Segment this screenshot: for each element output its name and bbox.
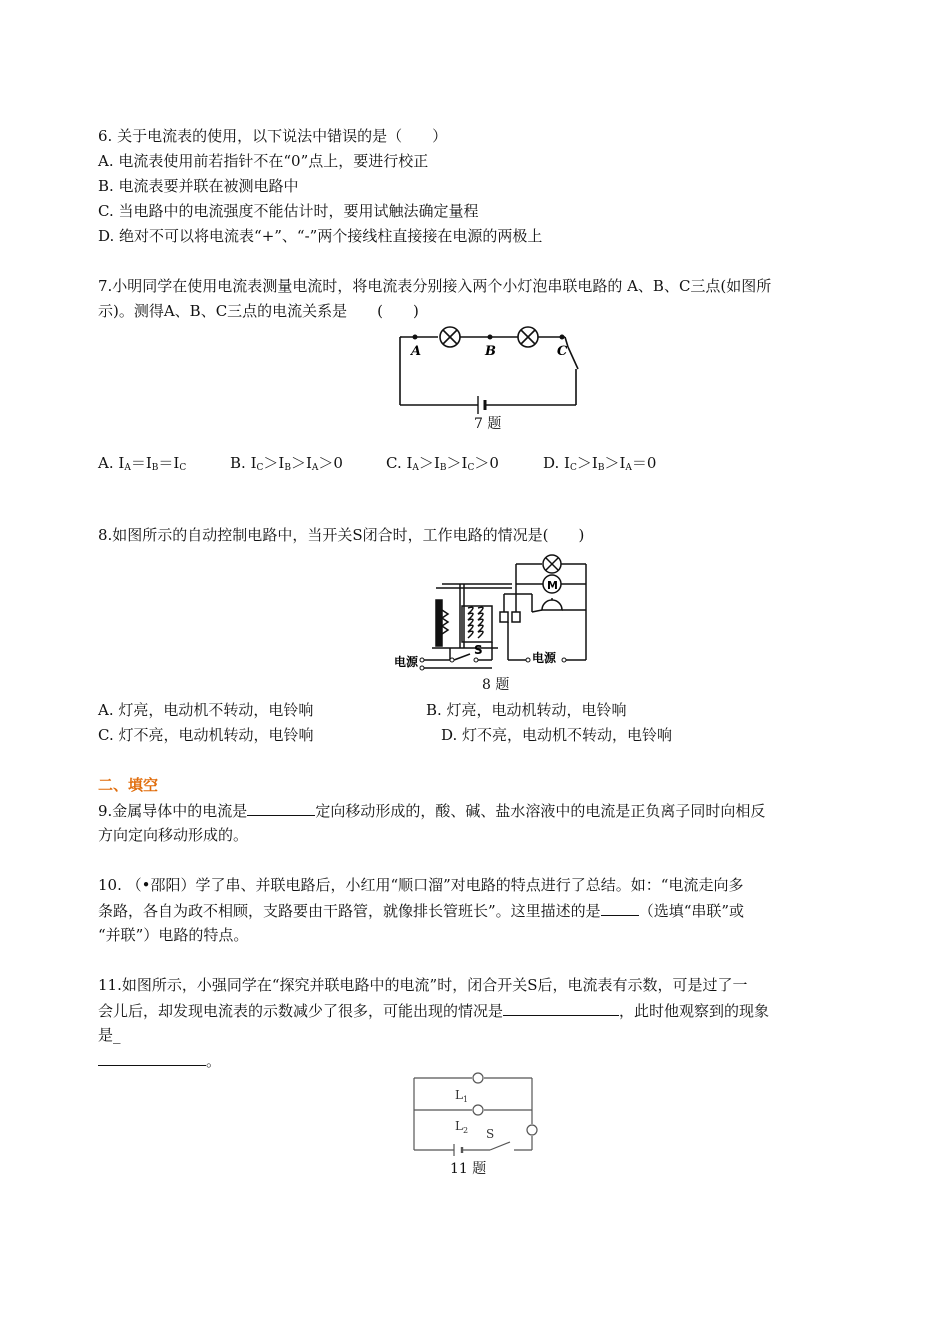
q9-line1: 9.金属导体中的电流是 定向移动形成的，酸、碱、盐水溶液中的电流是正负离子同时向相反	[98, 799, 765, 822]
q9-line2: 方向定向移动形成的。	[98, 826, 249, 844]
q11-line1: 11.如图所示，小强同学在“探究并联电路中的电流”时，闭合开关S后，电流表有示数，可是过了一	[98, 976, 748, 994]
q11-label-l1-sub: 1	[462, 1095, 469, 1104]
q8-figure-caption: 8 题	[482, 677, 510, 693]
q11-line3: 是_	[98, 1026, 121, 1044]
q7-option-b: B. $I_C>I_B>I_A>0$	[230, 454, 343, 473]
q6-stem: 6. 关于电流表的使用，以下说法中错误的是（ ）	[98, 127, 448, 145]
svg-text:L2	[455, 1119, 468, 1135]
section-title-fill-in: 二、填空	[98, 776, 159, 794]
q9-blank[interactable]	[247, 799, 315, 816]
q8-label-switch: S	[474, 643, 483, 657]
svg-text:L1	[455, 1088, 468, 1104]
q8-option-c: C. 灯不亮，电动机转动，电铃响	[98, 726, 314, 744]
q7-stem-line1: 7.小明同学在使用电流表测量电流时，将电流表分别接入两个小灯泡串联电路的 A、B、C三点(如图所	[98, 277, 772, 295]
q7-stem-line2: 示)。测得A、B、C三点的电流关系是 ( )	[98, 302, 419, 320]
q6-option-a: A. 电流表使用前若指针不在“0”点上，要进行校正	[98, 152, 429, 170]
q11-circuit-figure	[410, 1070, 542, 1170]
q6-option-b: B. 电流表要并联在被测电路中	[98, 177, 299, 195]
q8-circuit-figure	[392, 548, 602, 678]
q8-option-b: B. 灯亮，电动机转动，电铃响	[426, 701, 627, 719]
q7-figure-caption: 7 题	[474, 416, 502, 432]
q8-stem: 8.如图所示的自动控制电路中，当开关S闭合时，工作电路的情况是( )	[98, 526, 585, 544]
q8-label-power-right: 电源	[532, 651, 557, 665]
q7-label-a: A	[411, 344, 422, 359]
q10-blank[interactable]	[601, 899, 639, 916]
q10-line2: 条路，各自为政不相顾，支路要由干路管，就像排长管班长”。这里描述的是 （选填“串联”或	[98, 899, 744, 922]
q11-label-l1: L	[455, 1088, 463, 1102]
q11-label-l2: L	[455, 1119, 463, 1133]
q11-line4: 。	[98, 1049, 221, 1072]
q7-option-c: C. $I_A>I_B>I_C>0$	[386, 454, 499, 473]
q8-label-power-left: 电源	[394, 655, 419, 669]
q11-blank-1[interactable]	[503, 999, 619, 1016]
q11-blank-2[interactable]	[98, 1049, 206, 1066]
q6-option-c: C. 当电路中的电流强度不能估计时，要用试触法确定量程	[98, 202, 479, 220]
q7-label-c: C	[557, 344, 568, 359]
q7-option-d: D. $I_C>I_B>I_A=0$	[543, 454, 657, 473]
q10-line3: “并联”）电路的特点。	[98, 926, 249, 944]
q11-figure-caption: 11 题	[450, 1161, 487, 1177]
q7-option-a: A. $I_A=I_B=I_C$	[98, 454, 187, 473]
q10-line1: 10. （•邵阳）学了串、并联电路后，小红用“顺口溜”对电路的特点进行了总结。如：“电流走向多	[98, 876, 744, 894]
q11-label-l2-sub: 2	[462, 1126, 469, 1135]
q8-option-a: A. 灯亮，电动机不转动，电铃响	[98, 701, 314, 719]
q6-option-d: D. 绝对不可以将电流表“+”、“-”两个接线柱直接接在电源的两极上	[98, 227, 543, 245]
q8-option-d: D. 灯不亮，电动机不转动，电铃响	[441, 726, 673, 744]
q11-line2: 会儿后，却发现电流表的示数减少了很多，可能出现的情况是 ，此时他观察到的现象	[98, 999, 769, 1022]
q11-label-s: S	[486, 1127, 495, 1141]
q7-label-b: B	[485, 344, 496, 359]
q8-label-motor: M	[547, 579, 558, 592]
